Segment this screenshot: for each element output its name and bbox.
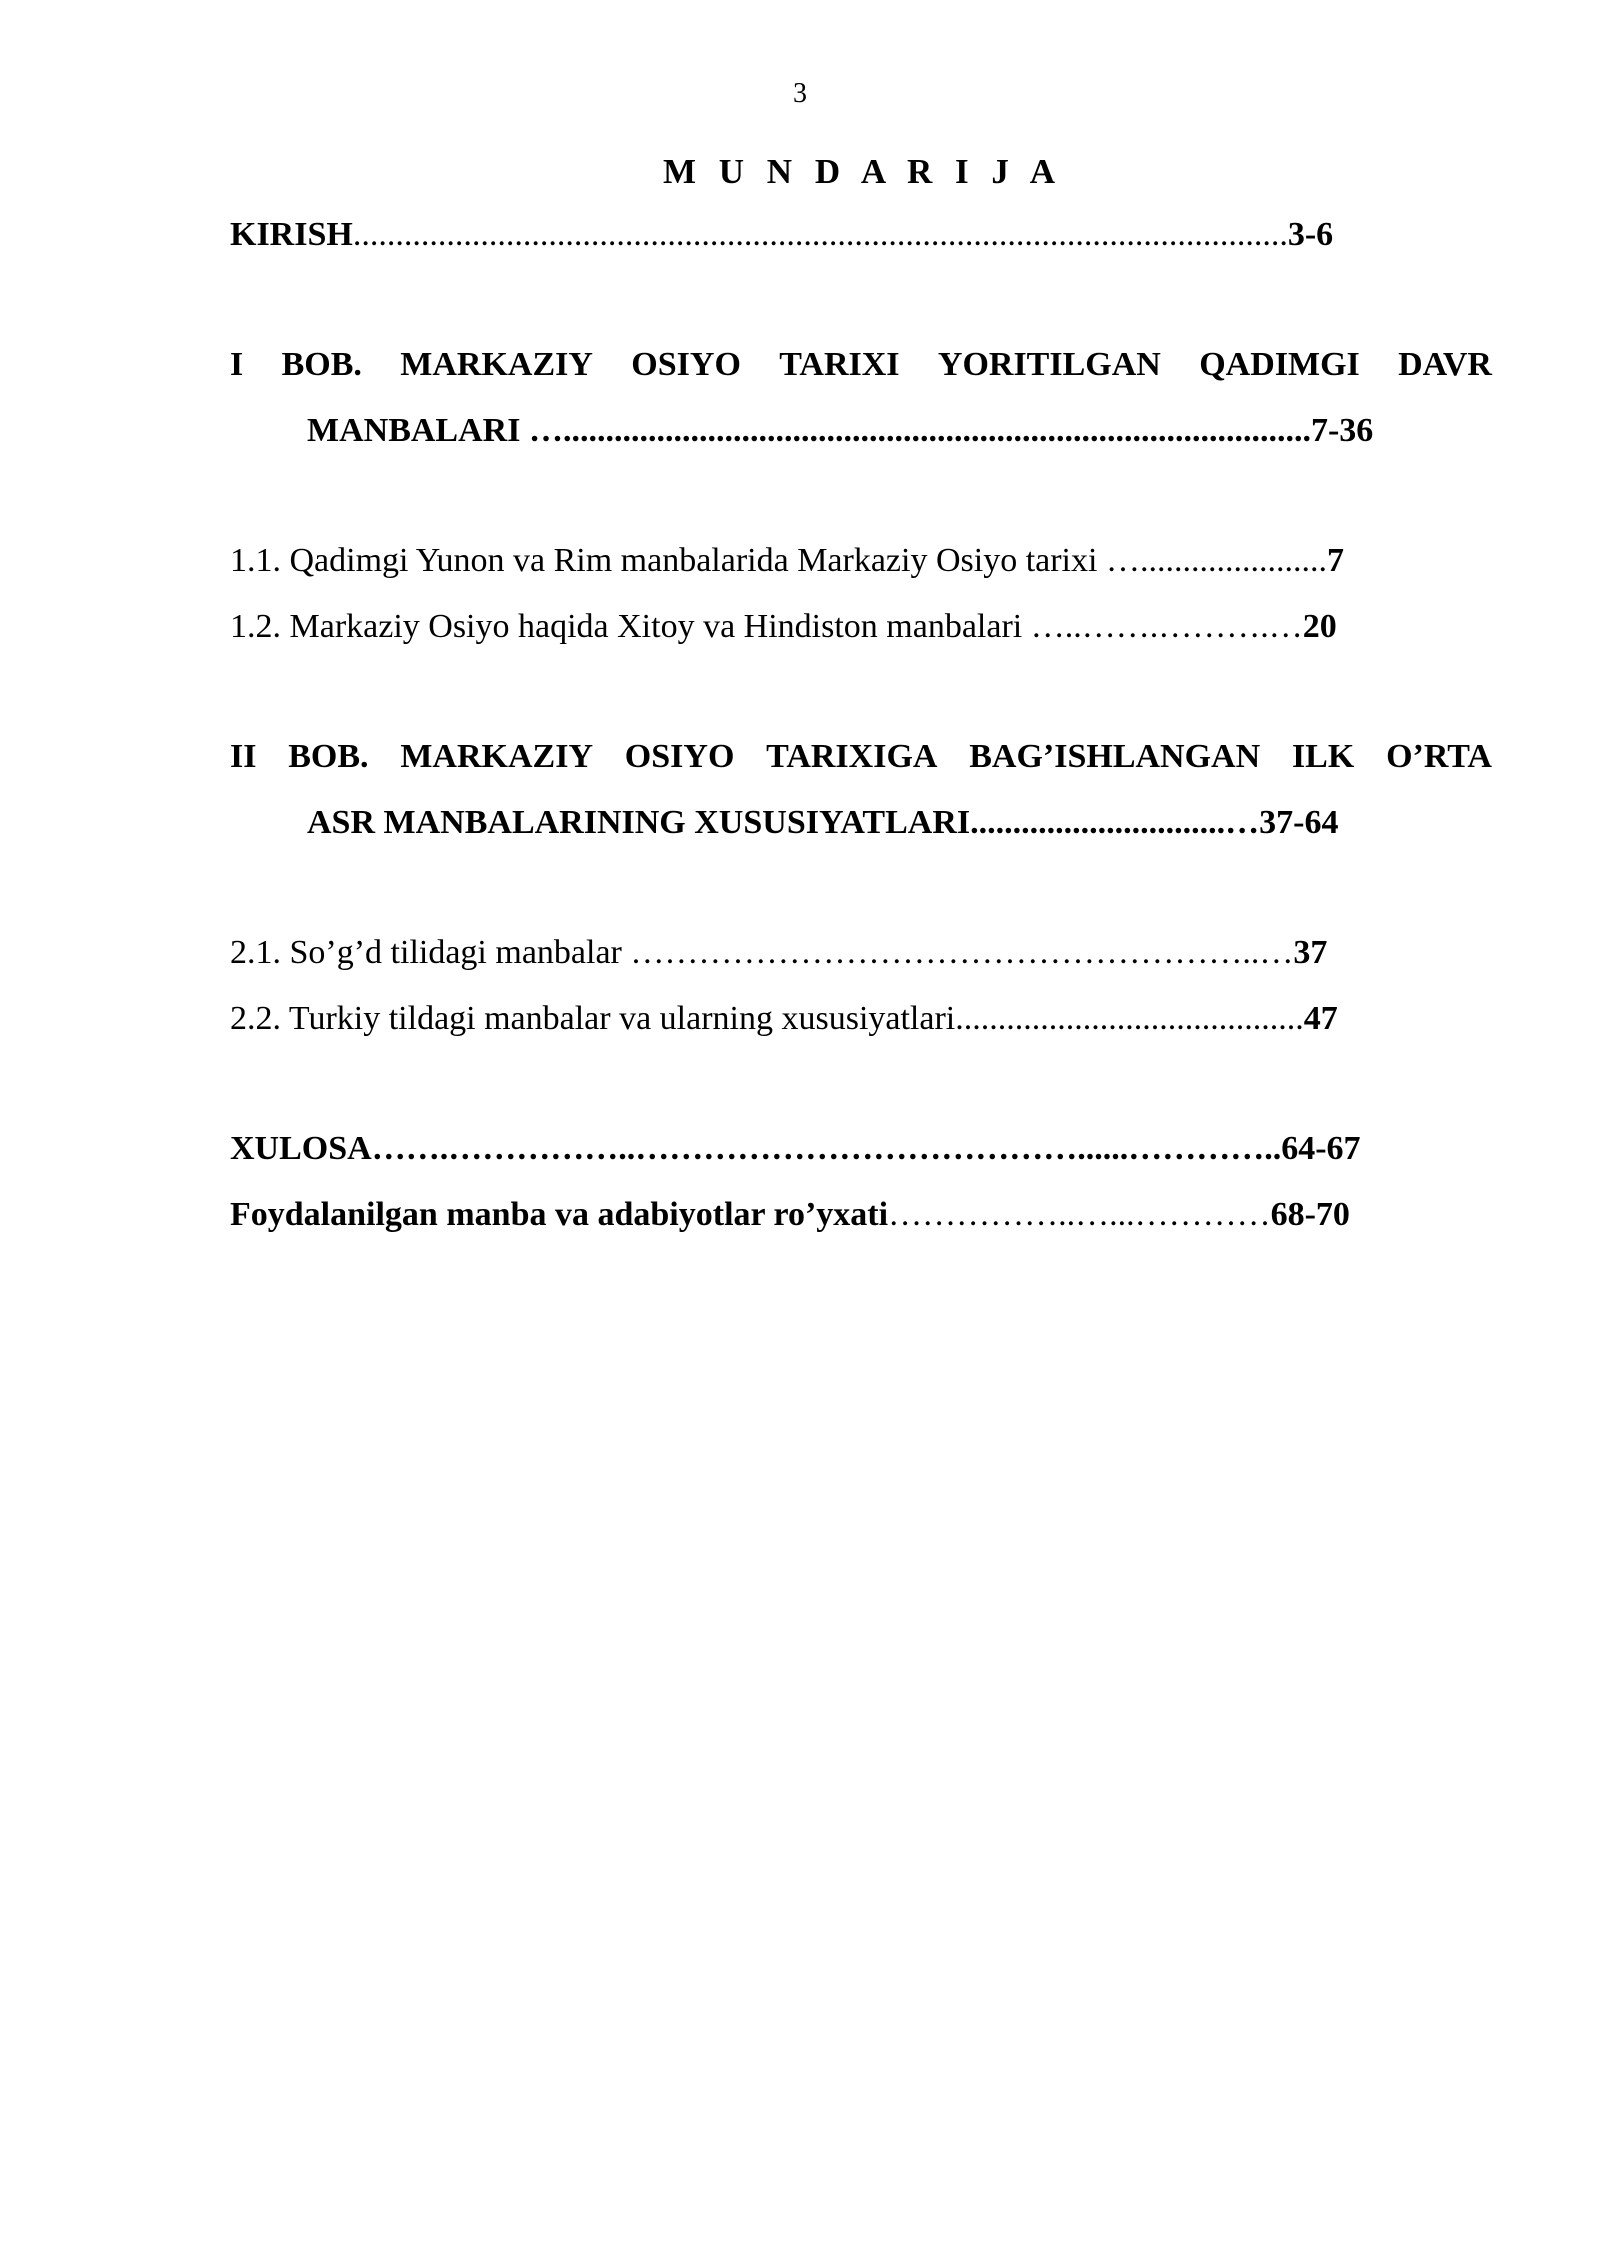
toc-entry-label: KIRISH: [230, 216, 353, 253]
heading-word: O’RTA: [1386, 738, 1492, 775]
toc-entry-label: ASR MANBALARINING XUSUSIYATLARI..............................…: [307, 804, 1260, 841]
toc-leader-dots: ………………………………………………..…: [621, 934, 1294, 971]
toc-chapter-1-line2[interactable]: [307, 412, 1373, 450]
heading-word: BAG’ISHLANGAN: [969, 738, 1261, 775]
heading-word: OSIYO: [624, 738, 735, 775]
heading-word: TARIXIGA: [766, 738, 938, 775]
heading-word: ILK: [1291, 738, 1355, 775]
page-number: 3: [793, 78, 807, 109]
toc-leader-dots: …......................: [1097, 542, 1327, 579]
heading-word: YORITILGAN: [937, 346, 1161, 383]
toc-entry-pages: 7-36: [1310, 412, 1374, 449]
heading-word: TARIXI: [779, 346, 900, 383]
toc-entry-pages: 20: [1302, 608, 1337, 645]
heading-word: BOB.: [281, 346, 362, 383]
toc-entry-intro[interactable]: [230, 216, 1333, 254]
toc-entry-label: 2.2. Turkiy tildagi manbalar va ularning xususiyatlari: [230, 1000, 956, 1037]
toc-entry-pages: 64-67: [1281, 1130, 1361, 1167]
toc-leader-dots: …….……………..…………………………………......…………..: [371, 1130, 1282, 1167]
toc-entry-1-1[interactable]: [230, 542, 1344, 580]
toc-entry-label: XULOSA: [230, 1130, 372, 1167]
toc-entry-label: Foydalanilgan manba va adabiyotlar ro’yxati: [230, 1196, 889, 1233]
toc-entry-label: 1.1. Qadimgi Yunon va Rim manbalarida Markaziy Osiyo tarixi: [230, 542, 1098, 579]
toc-chapter-1-heading[interactable]: [230, 346, 1492, 384]
toc-entry-2-2[interactable]: [230, 1000, 1338, 1038]
toc-entry-pages: 68-70: [1270, 1196, 1350, 1233]
heading-word: MARKAZIY: [400, 346, 593, 383]
toc-leader-dots: …..…….……….…: [1022, 608, 1303, 645]
heading-word: MARKAZIY: [400, 738, 594, 775]
toc-chapter-2-line2[interactable]: [307, 804, 1338, 842]
heading-word: I: [230, 346, 244, 383]
toc-entry-label: MANBALARI …........................................................................................: [307, 412, 1311, 449]
heading-word: II: [230, 738, 257, 775]
heading-word: OSIYO: [631, 346, 741, 383]
toc-leader-dots: .........................................: [955, 1000, 1304, 1037]
toc-entry-pages: 37-64: [1259, 804, 1339, 841]
toc-entry-conclusion[interactable]: [230, 1130, 1361, 1168]
heading-word: QADIMGI: [1199, 346, 1360, 383]
toc-entry-1-2[interactable]: [230, 608, 1337, 646]
heading-word: DAVR: [1398, 346, 1492, 383]
toc-entry-pages: 37: [1293, 934, 1328, 971]
toc-entry-2-1[interactable]: [230, 934, 1327, 972]
toc-entry-pages: 3-6: [1287, 216, 1334, 253]
toc-entry-label: 1.2. Markaziy Osiyo haqida Xitoy va Hindiston manbalari: [230, 608, 1023, 645]
toc-leader-dots: ..............................................................................................................: [352, 216, 1288, 253]
heading-word: BOB.: [288, 738, 369, 775]
toc-entry-pages: 47: [1303, 1000, 1338, 1037]
toc-entry-references[interactable]: [230, 1196, 1350, 1234]
toc-entry-pages: 7: [1326, 542, 1344, 579]
page-title: M U N D A R I J A: [662, 152, 1063, 191]
toc-leader-dots: ……………..…...…………: [888, 1196, 1271, 1233]
toc-entry-label: 2.1. So’g’d tilidagi manbalar: [230, 934, 622, 971]
toc-chapter-2-heading[interactable]: [230, 738, 1492, 776]
